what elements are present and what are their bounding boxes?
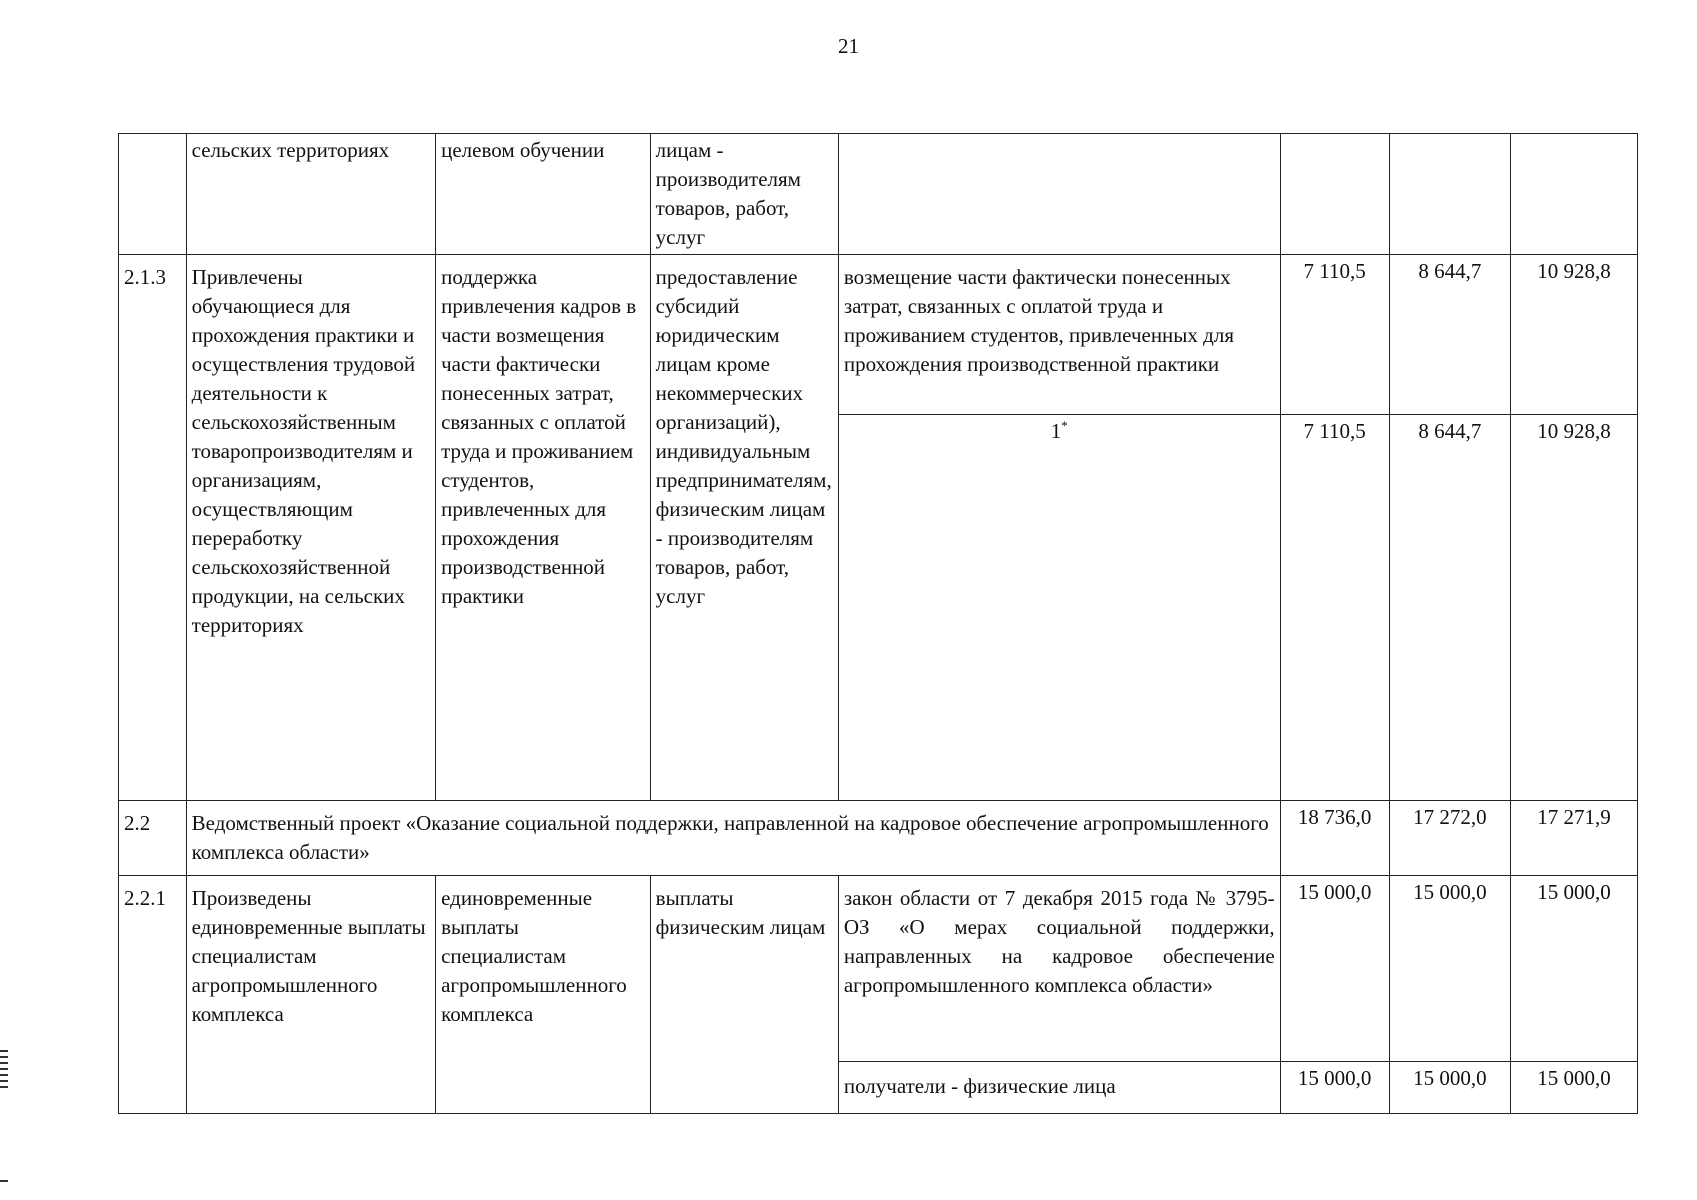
footnote-mark: *: [1061, 418, 1068, 433]
cell-value-2: 15 000,0: [1389, 1062, 1511, 1114]
cell-basis-ref: [838, 415, 1280, 801]
cell-value: [1389, 134, 1511, 255]
cell-value-1: 7 110,5: [1280, 255, 1389, 415]
margin-dash: [0, 1180, 8, 1182]
cell-value-1: 15 000,0: [1280, 876, 1389, 1062]
cell-value-2: 8 644,7: [1389, 415, 1511, 801]
cell-measure: поддержка привлечения кадров в части возмещения части фактически понесенных затрат, связанных с оплатой труда и проживанием студентов, привлеченных для прохождения производственной практики: [436, 255, 651, 801]
cell-value-1: 7 110,5: [1280, 415, 1389, 801]
cell-num: [119, 134, 187, 255]
cell-basis: закон области от 7 декабря 2015 года № 3795-ОЗ «О мерах социальной поддержки, направленных на кадровое обеспечение агропромышленного комплекса области»: [838, 876, 1280, 1062]
cell-value: [1280, 134, 1389, 255]
cell-type: предоставление субсидий юридическим лицам кроме некоммерческих организаций), индивидуальным предпринимателям, физическим лицам - производителям товаров, работ, услуг: [650, 255, 838, 801]
table-row-2-2-1: [119, 876, 1638, 1062]
table-row-2-2: [119, 801, 1638, 876]
cell-measure: единовременные выплаты специалистам агропромышленного комплекса: [436, 876, 651, 1114]
cell-type: лицам - производителям товаров, работ, услуг: [650, 134, 838, 255]
cell-project-title: Ведомственный проект «Оказание социальной поддержки, направленной на кадровое обеспечение агропромышленного комплекса области»: [186, 801, 1280, 876]
cell-basis: [838, 134, 1280, 255]
cell-num: 2.2: [119, 801, 187, 876]
cell-value-1: 15 000,0: [1280, 1062, 1389, 1114]
cell-result: Произведены единовременные выплаты специалистам агропромышленного комплекса: [186, 876, 435, 1114]
cell-measure: целевом обучении: [436, 134, 651, 255]
table-row-2-1-3: [119, 255, 1638, 415]
cell-basis: возмещение части фактически понесенных затрат, связанных с оплатой труда и проживанием студентов, привлеченных для прохождения производственной практики: [838, 255, 1280, 415]
cell-value-3: 15 000,0: [1511, 876, 1638, 1062]
cell-value-3: 17 271,9: [1511, 801, 1638, 876]
margin-tick-marks: [0, 1050, 10, 1092]
cell-value-3: 10 928,8: [1511, 415, 1638, 801]
cell-value-2: 17 272,0: [1389, 801, 1511, 876]
cell-result: Привлечены обучающиеся для прохождения практики и осуществления трудовой деятельности к сельскохозяйственным товаропроизводителям и организациям, осуществляющим переработку сельскохозяйственной продукции, на сельских территориях: [186, 255, 435, 801]
budget-table: [118, 133, 1638, 1114]
cell-num: 2.2.1: [119, 876, 187, 1114]
cell-value-2: 8 644,7: [1389, 255, 1511, 415]
cell-result: сельских территориях: [186, 134, 435, 255]
cell-value: [1511, 134, 1638, 255]
page-number: 21: [838, 34, 859, 58]
cell-value-3: 10 928,8: [1511, 255, 1638, 415]
cell-value-3: 15 000,0: [1511, 1062, 1638, 1114]
cell-type: выплаты физическим лицам: [650, 876, 838, 1114]
cell-value-1: 18 736,0: [1280, 801, 1389, 876]
cell-basis-recipients: получатели - физические лица: [838, 1062, 1280, 1114]
cell-value-2: 15 000,0: [1389, 876, 1511, 1062]
cell-num: 2.1.3: [119, 255, 187, 801]
table-row-continuation: [119, 134, 1638, 255]
footnote-ref: 1: [1050, 419, 1062, 443]
